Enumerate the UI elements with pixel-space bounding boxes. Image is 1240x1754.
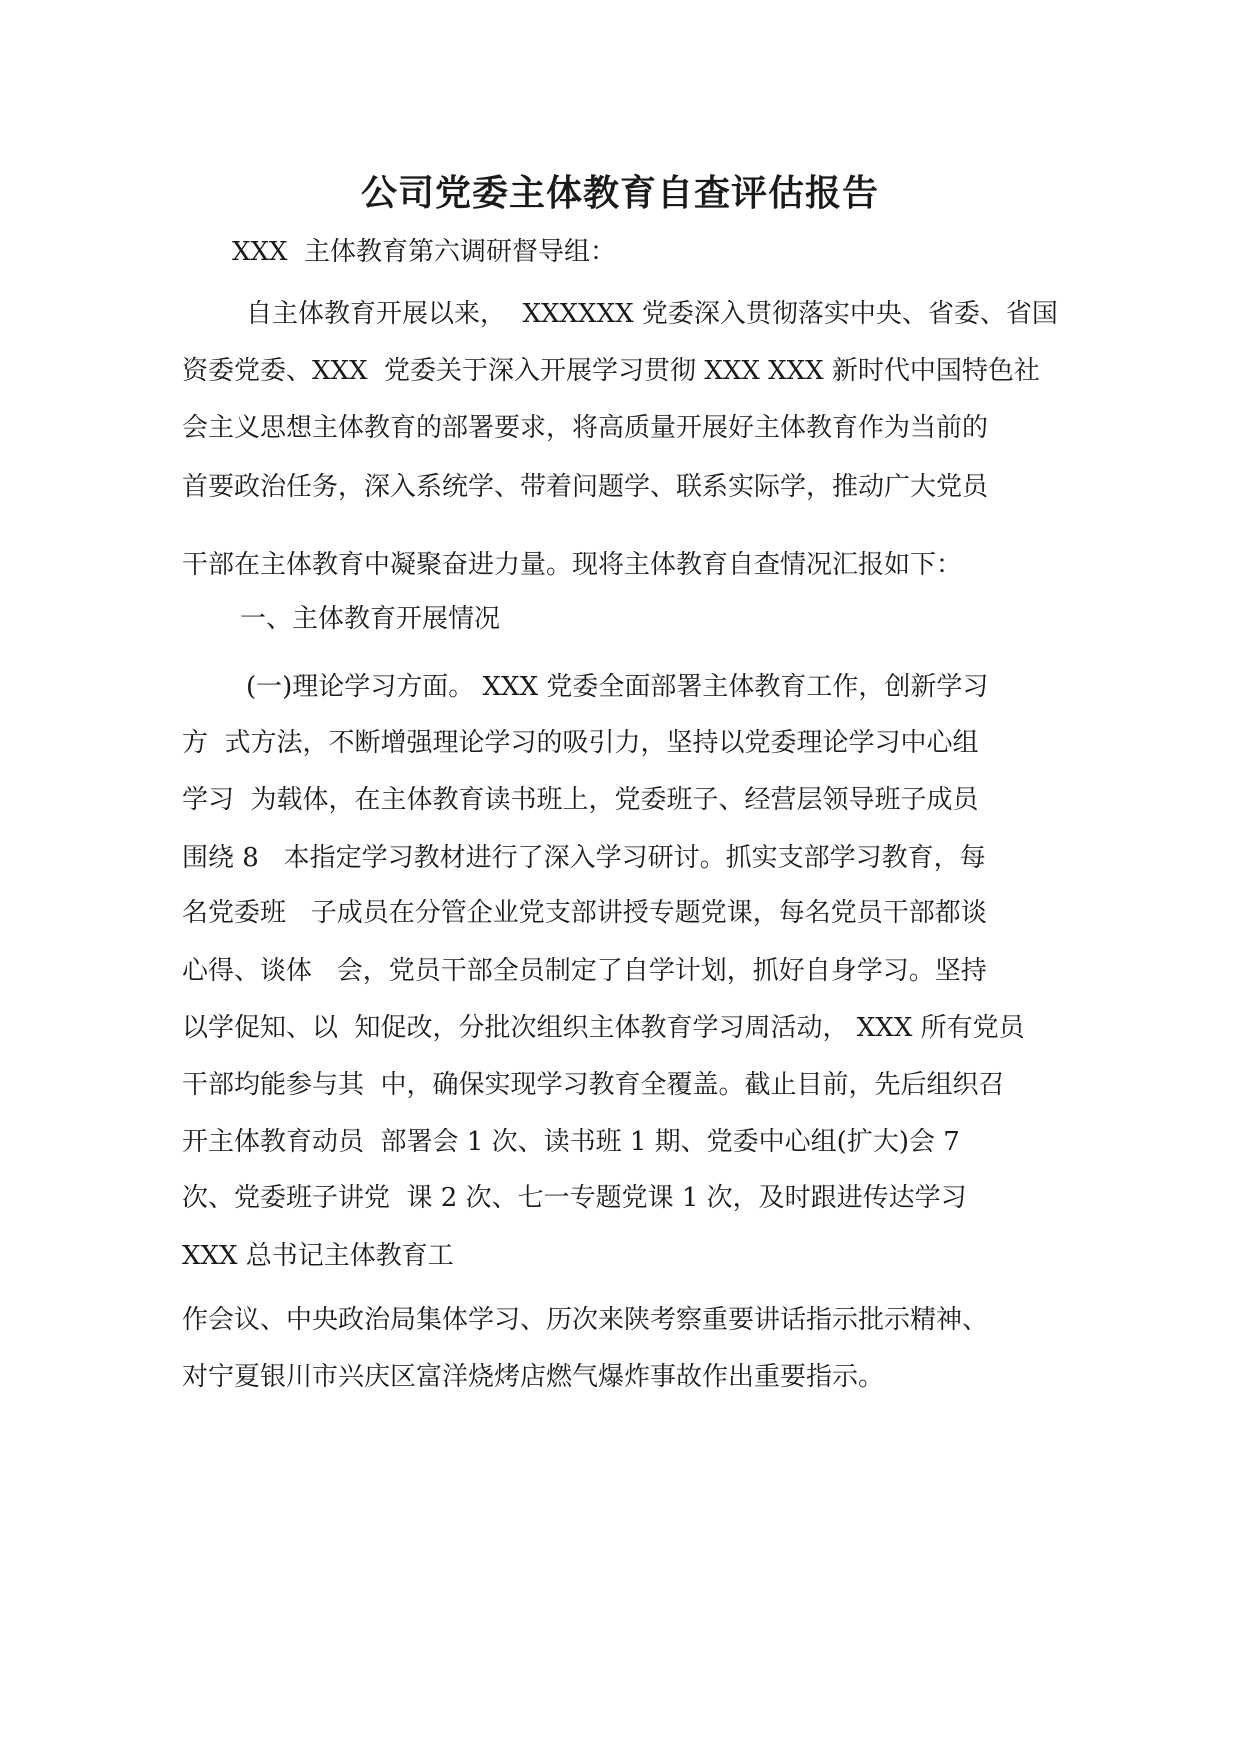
subsection-line: 干部均能参与其 中，确保实现学习教育全覆盖。截止目前，先后组织召 bbox=[182, 1070, 1005, 1100]
intro-line: 资委党委、XXX 党委关于深入开展学习贯彻 XXX XXX 新时代中国特色社 bbox=[182, 356, 1040, 386]
intro-line: 首要政治任务，深入系统学、带着问题学、联系实际学，推动广大党员 bbox=[182, 472, 989, 502]
subsection-line: 开主体教育动员 部署会 1 次、读书班 1 期、党委中心组(扩大)会 7 bbox=[182, 1127, 960, 1157]
intro-line: 会主义思想主体教育的部署要求，将高质量开展好主体教育作为当前的 bbox=[182, 413, 989, 443]
subsection-line: (一)理论学习方面。 XXX 党委全面部署主体教育工作，创新学习 bbox=[246, 672, 989, 702]
intro-line: 干部在主体教育中凝聚奋进力量。现将主体教育自查情况汇报如下： bbox=[182, 550, 963, 580]
section-heading: 一、主体教育开展情况 bbox=[240, 604, 501, 634]
subsection-line: 学习 为载体，在主体教育读书班上，党委班子、经营层领导班子成员 bbox=[182, 785, 979, 815]
subsection-line: 方 式方法，不断增强理论学习的吸引力，坚持以党委理论学习中心组 bbox=[182, 728, 979, 758]
subsection-line: 心得、谈体 会，党员干部全员制定了自学计划，抓好自身学习。坚持 bbox=[182, 956, 987, 986]
subsection-line: 次、党委班子讲党 课 2 次、七一专题党课 1 次，及时跟进传达学习 bbox=[182, 1183, 967, 1213]
subsection-line: 作会议、中央政治局集体学习、历次来陕考察重要讲话指示批示精神、 bbox=[182, 1305, 989, 1335]
subsection-line: 围绕 8 本指定学习教材进行了深入学习研讨。抓实支部学习教育，每 bbox=[182, 843, 986, 873]
subsection-line: 以学促知、以 知促改，分批次组织主体教育学习周活动， XXX 所有党员 bbox=[182, 1013, 1025, 1043]
document-title: 公司党委主体教育自查评估报告 bbox=[360, 173, 879, 214]
intro-line: 自主体教育开展以来， XXXXXX 党委深入贯彻落实中央、省委、省国 bbox=[246, 299, 1058, 329]
subsection-line: 对宁夏银川市兴庆区富洋烧烤店燃气爆炸事故作出重要指示。 bbox=[182, 1362, 885, 1392]
subsection-line: XXX 总书记主体教育工 bbox=[182, 1241, 454, 1271]
addressee-line: XXX 主体教育第六调研督导组： bbox=[232, 237, 617, 267]
subsection-line: 名党委班 子成员在分管企业党支部讲授专题党课，每名党员干部都谈 bbox=[182, 898, 987, 928]
